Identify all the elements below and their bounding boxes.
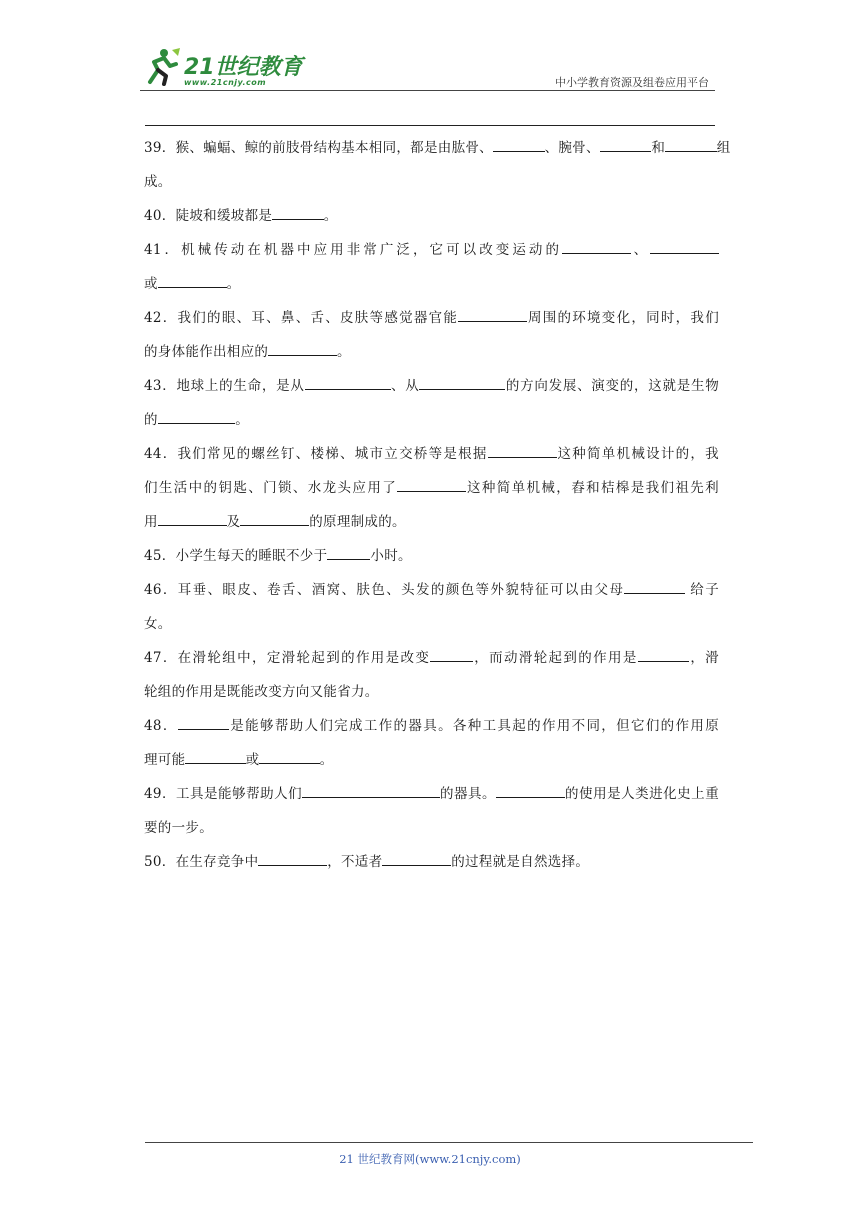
question-line [144, 709, 719, 743]
question-text: 理可能 [144, 752, 186, 768]
question-text: ，不适者 [327, 854, 383, 870]
answer-blank[interactable] [488, 443, 557, 458]
question-text: 周围的环境变化，同时，我们 [526, 310, 719, 326]
question-text: 42．我们的眼、耳、鼻、舌、皮肤等感觉器官能 [144, 310, 459, 326]
logo-url: www.21cnjy.com [184, 78, 267, 87]
question-text: 的器具。 [439, 786, 497, 802]
page-header [140, 44, 715, 92]
answer-blank[interactable] [258, 851, 327, 866]
answer-blank[interactable] [650, 239, 719, 254]
question-item [144, 709, 719, 777]
question-text: 及 [226, 514, 241, 530]
question-line [144, 505, 719, 539]
question-text: 的过程就是自然选择。 [451, 854, 590, 870]
question-line [144, 301, 719, 335]
question-line [144, 267, 719, 301]
question-text: 40．陡坡和缓坡都是 [144, 208, 273, 224]
footer-divider [145, 1142, 753, 1143]
question-text: 44．我们常见的螺丝钉、楼梯、城市立交桥等是根据 [144, 446, 488, 462]
answer-blank[interactable] [327, 545, 370, 560]
answer-blank[interactable] [305, 375, 391, 390]
question-text: 、腕骨、 [544, 140, 600, 156]
question-line [144, 607, 719, 641]
question-item [144, 233, 719, 301]
answer-blank[interactable] [458, 307, 527, 322]
platform-name: 中小学教育资源及组卷应用平台 [555, 76, 709, 89]
question-text: 的原理制成的。 [309, 514, 406, 530]
answer-blank[interactable] [430, 647, 473, 662]
question-text: 女。 [144, 616, 172, 632]
question-text: 和 [651, 140, 666, 156]
question-item [144, 845, 719, 879]
question-item [144, 199, 719, 233]
question-text: 、从 [390, 378, 420, 394]
question-text: 的身体能作出相应的 [144, 344, 269, 360]
question-line [144, 675, 719, 709]
question-text: 48． [144, 718, 178, 734]
question-line [144, 369, 719, 403]
answer-blank[interactable] [496, 783, 565, 798]
question-line [144, 403, 719, 437]
site-logo[interactable] [140, 44, 320, 90]
question-text: 的 [144, 412, 158, 428]
question-text: 39．猴、蝙蝠、鲸的前肢骨结构基本相同，都是由肱骨、 [144, 140, 493, 156]
answer-blank[interactable] [302, 783, 440, 798]
logo-title: 21世纪教育 [184, 55, 303, 80]
answer-blank[interactable] [600, 137, 652, 152]
answer-blank[interactable] [419, 375, 505, 390]
question-item [144, 131, 731, 199]
answer-blank[interactable] [158, 409, 235, 424]
question-item [144, 301, 719, 369]
question-line [144, 845, 719, 879]
question-text: 或 [144, 276, 158, 292]
question-text: 47．在滑轮组中，定滑轮起到的作用是改变 [144, 650, 431, 666]
question-text: 轮组的作用是既能改变方向又能省力。 [144, 684, 379, 700]
answer-blank[interactable] [240, 511, 309, 526]
question-line [144, 437, 719, 471]
question-text: ，滑 [689, 650, 719, 666]
question-line [144, 811, 719, 845]
question-text: 。 [226, 276, 241, 292]
answer-blank[interactable] [397, 477, 466, 492]
question-text: 要的一步。 [144, 820, 213, 836]
question-text: 。 [337, 344, 351, 360]
question-line [144, 199, 719, 233]
question-line [144, 233, 719, 267]
answer-blank[interactable] [562, 239, 631, 254]
question-line [144, 777, 719, 811]
answer-blank[interactable] [158, 273, 227, 288]
question-text: 43．地球上的生命，是从 [144, 378, 305, 394]
question-text: 45．小学生每天的睡眠不少于 [144, 548, 328, 564]
question-text: 给子 [684, 582, 719, 598]
question-item [144, 539, 719, 573]
question-text: 成。 [144, 174, 172, 190]
question-text: 用 [144, 514, 158, 530]
answer-blank[interactable] [259, 749, 319, 764]
question-text: 这种简单机械，舂和桔槔是我们祖先利 [465, 480, 719, 496]
question-item [144, 369, 719, 437]
question-text: 46．耳垂、眼皮、卷舌、酒窝、肤色、头发的颜色等外貌特征可以由父母 [144, 582, 625, 598]
footer-text: 21 世纪教育网(www.21cnjy.com) [339, 1152, 521, 1166]
question-item [144, 573, 719, 641]
question-text: 们生活中的钥匙、门锁、水龙头应用了 [144, 480, 398, 496]
question-line [144, 641, 719, 675]
question-item [144, 777, 719, 845]
question-text: 是能够帮助人们完成工作的器具。各种工具起的作用不同，但它们的作用原 [229, 718, 719, 734]
answer-blank[interactable] [268, 341, 337, 356]
content-top-divider [145, 125, 715, 126]
question-item [144, 641, 719, 709]
answer-blank[interactable] [665, 137, 717, 152]
question-text: 。 [319, 752, 334, 768]
answer-blank[interactable] [158, 511, 227, 526]
question-line [144, 131, 731, 165]
question-text: 的使用是人类进化史上重 [564, 786, 719, 802]
question-item [144, 437, 719, 539]
answer-blank[interactable] [493, 137, 545, 152]
question-line [144, 573, 719, 607]
answer-blank[interactable] [638, 647, 690, 662]
question-text: 的方向发展、演变的，这就是生物 [505, 378, 719, 394]
question-text: 50．在生存竞争中 [144, 854, 259, 870]
question-line [144, 471, 719, 505]
question-text: 或 [245, 752, 260, 768]
answer-blank[interactable] [178, 715, 230, 730]
question-text: 。 [235, 412, 250, 428]
question-text: 41．机械传动在机器中应用非常广泛，它可以改变运动的 [144, 242, 563, 258]
answer-blank[interactable] [382, 851, 451, 866]
question-line [144, 743, 719, 777]
question-text: 这种简单机械设计的，我 [556, 446, 719, 462]
answer-blank[interactable] [272, 205, 324, 220]
runner-logo-icon [142, 46, 182, 86]
question-line [144, 539, 719, 573]
question-text: 、 [630, 242, 651, 258]
header-divider [140, 90, 715, 91]
question-list [144, 131, 731, 879]
question-text: 组 [716, 140, 731, 156]
question-text: 49．工具是能够帮助人们 [144, 786, 303, 802]
question-line [144, 165, 719, 199]
question-text: ，而动滑轮起到的作用是 [473, 650, 638, 666]
question-text: 小时。 [370, 548, 412, 564]
answer-blank[interactable] [624, 579, 684, 594]
answer-blank[interactable] [185, 749, 245, 764]
question-text: 。 [323, 208, 338, 224]
question-line [144, 335, 719, 369]
